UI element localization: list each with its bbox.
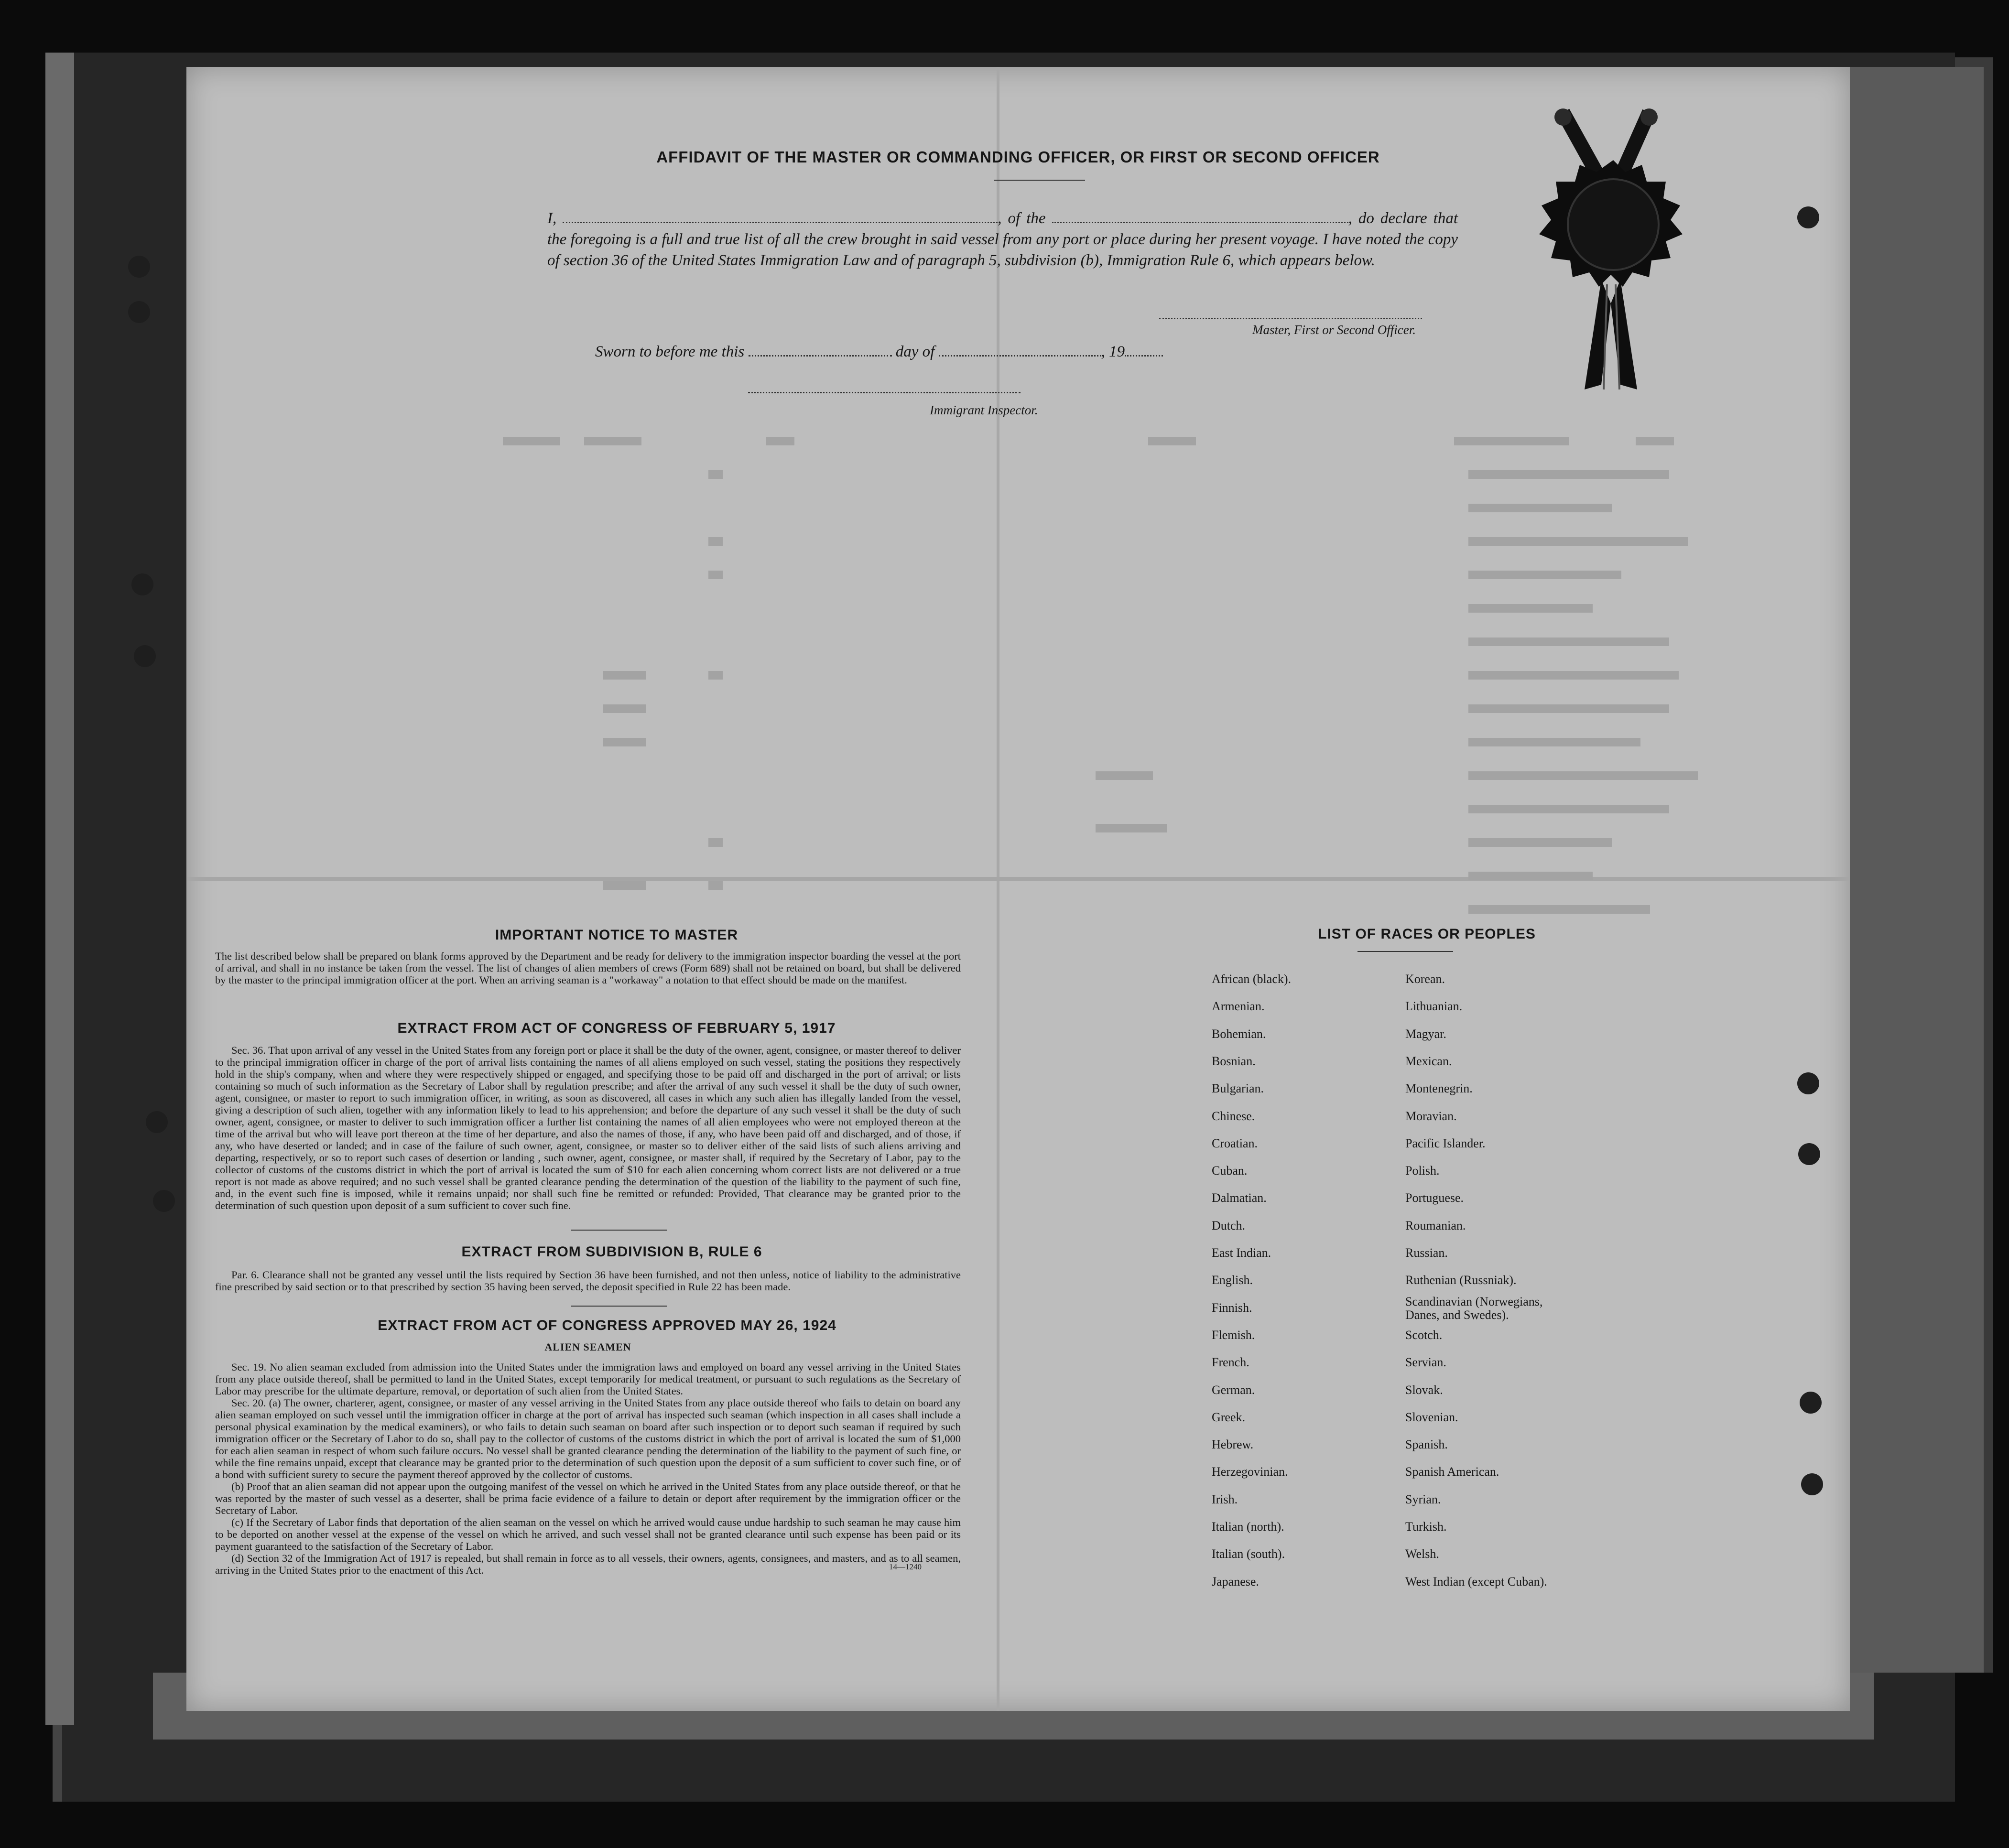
punch-hole: [1798, 1143, 1820, 1165]
race-item: Montenegrin.: [1405, 1081, 1473, 1095]
punch-hole: [1801, 1473, 1823, 1495]
decl-body: that the foregoing is a full and true list of all the crew brought in said vessel from any port or place during her present voyage. I have noted the copy of section 36 of the United States Immigration Law and of paragraph 5, subdivision (b), Immigration Rule 6, which appears below.: [547, 210, 1458, 269]
race-item: Spanish.: [1405, 1437, 1448, 1451]
alien-seamen-subtitle: ALIEN SEAMEN: [544, 1341, 631, 1353]
vessel-field[interactable]: [1052, 210, 1348, 223]
rule-6-title: EXTRACT FROM SUBDIVISION B, RULE 6: [461, 1244, 762, 1260]
race-item: Bulgarian.: [1212, 1081, 1264, 1095]
rule-6-text: [215, 1269, 961, 1293]
decl-do-declare: , do declare: [1348, 210, 1427, 227]
signature-label: Master, First or Second Officer.: [1252, 323, 1416, 337]
race-item: Armenian.: [1212, 999, 1265, 1013]
race-item: Syrian.: [1405, 1492, 1441, 1506]
race-item: Polish.: [1405, 1164, 1440, 1178]
punch-hole: [128, 256, 150, 278]
race-item: Lithuanian.: [1405, 999, 1463, 1013]
race-item: German.: [1212, 1383, 1255, 1397]
wax-seal-icon: [1506, 103, 1721, 399]
race-item: Scandinavian (Norwegians, Danes, and Swedes).: [1405, 1295, 1543, 1322]
race-item: Ruthenian (Russniak).: [1405, 1273, 1517, 1287]
race-item: Bohemian.: [1212, 1027, 1266, 1041]
race-item: Slovenian.: [1405, 1410, 1458, 1424]
race-item: Italian (north).: [1212, 1520, 1284, 1534]
sworn-prefix: Sworn to before me this: [595, 343, 745, 360]
race-item: West Indian (except Cuban).: [1405, 1575, 1547, 1589]
race-item: Scotch.: [1405, 1328, 1443, 1342]
race-item: Korean.: [1405, 972, 1445, 986]
race-item: Servian.: [1405, 1355, 1446, 1369]
races-underline: [1357, 951, 1453, 952]
act-1917-title: EXTRACT FROM ACT OF CONGRESS OF FEBRUARY 5, 1917: [397, 1020, 836, 1036]
punch-hole: [153, 1190, 175, 1212]
rule-6-paragraph: Par. 6. Clearance shall not be granted any vessel until the lists required by Section 36 have been furnished, and not then unless, notice of liability to the administrative fine prescribed by said section or to that prescribed by section 35 having been served, the deposit specified in Rule 22 has been made.: [215, 1269, 961, 1293]
race-item: Cuban.: [1212, 1164, 1248, 1178]
race-item: Finnish.: [1212, 1301, 1252, 1315]
sworn-line: [595, 343, 1163, 361]
punch-hole: [131, 573, 153, 595]
act-1917-text: [215, 1044, 961, 1211]
race-item: Hebrew.: [1212, 1437, 1254, 1451]
race-item: Turkish.: [1405, 1520, 1447, 1534]
race-item: Dalmatian.: [1212, 1191, 1267, 1205]
race-item: Italian (south).: [1212, 1547, 1285, 1561]
race-item: Japanese.: [1212, 1575, 1259, 1589]
punch-hole: [1800, 1392, 1822, 1414]
decl-of-the: , of the: [998, 210, 1046, 227]
race-item: Magyar.: [1405, 1027, 1446, 1041]
race-item: Welsh.: [1405, 1547, 1439, 1561]
punch-hole: [146, 1111, 168, 1133]
race-item: Slovak.: [1405, 1383, 1443, 1397]
act-1924-sec-20c: (c) If the Secretary of Labor finds that deportation of the alien seaman on the vessel on which he arrived would cause undue hardship to such seaman he may cause him to be deported on another vessel at the expense of the vessel on which he arrived, and such vessel shall not be granted clearance until such expense has been paid or its payment guaranteed to the satisfaction of the Secretary of Labor.: [215, 1516, 961, 1552]
act-1924-text: [215, 1361, 961, 1576]
races-title: LIST OF RACES OR PEOPLES: [1318, 926, 1536, 942]
race-item: Spanish American.: [1405, 1465, 1499, 1479]
sworn-year: , 19: [1101, 343, 1125, 360]
act-1924-sec-20a: Sec. 20. (a) The owner, charterer, agent, consignee, or master of any vessel arriving in the United States from any place outside thereof who fails to detain on board any alien seaman employed on such vessel until the immigration officer in charge at the port of arrival has inspected such seaman (which inspection in all cases shall include a personal physical examination by the medical examiners), or who fails to detain such seaman on board after such inspection or to deport such seaman if required by such immigration officer or the Secretary of Labor to do so, shall pay to the collector of customs of the customs district in which the port of arrival is located the sum of $1,000 for each alien seaman in respect of whom such failure occurs. No vessel shall be granted clearance pending the determination of the liability to the payment of such fine, or while the fine remains unpaid, except that clearance may be granted prior to the determination of such question upon the deposit of a sum sufficient to cover such fine, or of a bond with sufficient surety to secure the payment thereof approved by the collector of customs.: [215, 1397, 961, 1481]
decl-i: I,: [547, 210, 557, 227]
punch-hole: [1797, 206, 1819, 228]
notice-title: IMPORTANT NOTICE TO MASTER: [495, 927, 738, 943]
act-1924-sec-20d: (d) Section 32 of the Immigration Act of 1917 is repealed, but shall remain in force as to all vessels, their owners, agents, consignees, and masters, and as to all seamen, arriving in the United States prior to the enactment of this Act.: [215, 1552, 961, 1576]
race-item: English.: [1212, 1273, 1253, 1287]
race-item: Herzegovinian.: [1212, 1465, 1288, 1479]
name-field[interactable]: [563, 210, 998, 223]
race-item: East Indian.: [1212, 1246, 1271, 1260]
race-item: African (black).: [1212, 972, 1292, 986]
race-item: Greek.: [1212, 1410, 1246, 1424]
binder-strip: [45, 53, 74, 1725]
bleed-through-ledger: [478, 397, 1792, 965]
race-item: Croatian.: [1212, 1136, 1258, 1150]
punch-hole: [134, 645, 156, 667]
sworn-month-field[interactable]: [939, 344, 1101, 357]
sworn-day-field[interactable]: [749, 344, 892, 357]
affidavit-title: AFFIDAVIT OF THE MASTER OR COMMANDING OFFICER, OR FIRST OR SECOND OFFICER: [656, 148, 1380, 166]
form-code: 14—1240: [889, 1562, 922, 1571]
race-item: Bosnian.: [1212, 1054, 1256, 1068]
act-1924-title: EXTRACT FROM ACT OF CONGRESS APPROVED MAY 26, 1924: [378, 1318, 836, 1333]
act-1917-paragraph: Sec. 36. That upon arrival of any vessel in the United States from any foreign port or place it shall be the duty of the owner, agent, consignee, or master thereof to deliver to the principal immigration officer in charge of the port of arrival lists containing the names of all aliens employed on such vessel, stating the positions they respectively hold in the ship's company, when and where they were respectively shipped or engaged, and specifying those to be paid off and discharged in the port of arrival; or lists containing so much of such information as the Secretary of Labor shall by regulation prescribe; and after the arrival of any such vessel it shall be the duty of such owner, agent, consignee, or master to report to such immigration officer, in writing, as soon as discovered, all cases in which any such alien has illegally landed from the vessel, giving a description of such alien, together with any information likely to lead to his apprehension; and before the departure of any such vessel it shall be the duty of such owner, agent, consignee, or master to deliver to such immigration officer a further list containing the names of all alien employees who were not employed thereon at the time of the arrival but who will leave port thereon at the time of her departure, and also the names of those, if any, who have been paid off and discharged, and of those, if any, who have deserted or landed; and in case of the failure of such owner, agent, consignee, or master so to deliver either of the said lists of such aliens arriving and departing, respectively, or so to report such cases of desertion or landing , such owner, agent, consignee, or master shall, if required by the Secretary of Labor, pay to the collector of customs of the customs district in which the port of arrival is located the sum of $10 for each alien concerning whom correct lists are not delivered or a true report is not made as above required; and no such vessel shall be granted clearance pending the determination of the question of the liability to the payment of such fine, and, in the event such fine is imposed, while it remains unpaid; nor shall such fine be remitted or refunded: Provided, That clearance may be granted prior to the determination of such question upon deposit of a sum sufficient to cover such fine.: [215, 1044, 961, 1211]
race-item: French.: [1212, 1355, 1249, 1369]
race-item: Pacific Islander.: [1405, 1136, 1486, 1150]
race-item: Russian.: [1405, 1246, 1448, 1260]
notice-text: The list described below shall be prepared on blank forms approved by the Department and be ready for delivery to the immigration inspector boarding the vessel at the port of arrival, and shall in no instance be taken from the vessel. The list of changes of alien members of crews (Form 689) shall not be retained on board, but shall be delivered by the master to the principal immigration officer at the port. When an arriving seaman is a "workaway" a notation to that effect should be made on the manifest.: [215, 950, 961, 986]
punch-hole: [128, 301, 150, 323]
inspector-label: Immigrant Inspector.: [930, 403, 1038, 417]
bleed-through-marks: [498, 427, 1813, 953]
declaration-block: [547, 208, 1458, 271]
signature-line[interactable]: [1159, 318, 1422, 319]
race-item: Chinese.: [1212, 1109, 1255, 1123]
race-item: Roumanian.: [1405, 1219, 1466, 1232]
race-item: Irish.: [1212, 1492, 1238, 1506]
right-edge-sheet: [1850, 67, 1984, 1673]
race-item: Flemish.: [1212, 1328, 1255, 1342]
race-item: Moravian.: [1405, 1109, 1457, 1123]
section-divider: [571, 1230, 667, 1231]
act-1924-sec-19: Sec. 19. No alien seaman excluded from admission into the United States under the immigration laws and employed on board any vessel arriving in the United States from any place outside thereof, shall be permitted to land in the United States, except temporarily for medical treatment, or pursuant to such regulations as the Secretary of Labor may prescribe for the ultimate departure, removal, or deportation of such alien from the United States.: [215, 1361, 961, 1397]
title-underline: [994, 180, 1085, 181]
sworn-year-field[interactable]: [1125, 344, 1163, 357]
section-divider: [571, 1306, 667, 1307]
race-item: Portuguese.: [1405, 1191, 1464, 1205]
race-item: Dutch.: [1212, 1219, 1246, 1232]
sworn-day-of: day of: [895, 343, 935, 360]
act-1924-sec-20b: (b) Proof that an alien seaman did not appear upon the outgoing manifest of the vessel on which he arrived in the United States from any place outside thereof, or that he was reported by the master of such vessel as a deserter, shall be prima facie evidence of a failure to detain or deport after requirement by the immigration officer or the Secretary of Labor.: [215, 1481, 961, 1516]
punch-hole: [1797, 1072, 1819, 1094]
inspector-signature-line[interactable]: [748, 392, 1021, 393]
race-item: Mexican.: [1405, 1054, 1452, 1068]
